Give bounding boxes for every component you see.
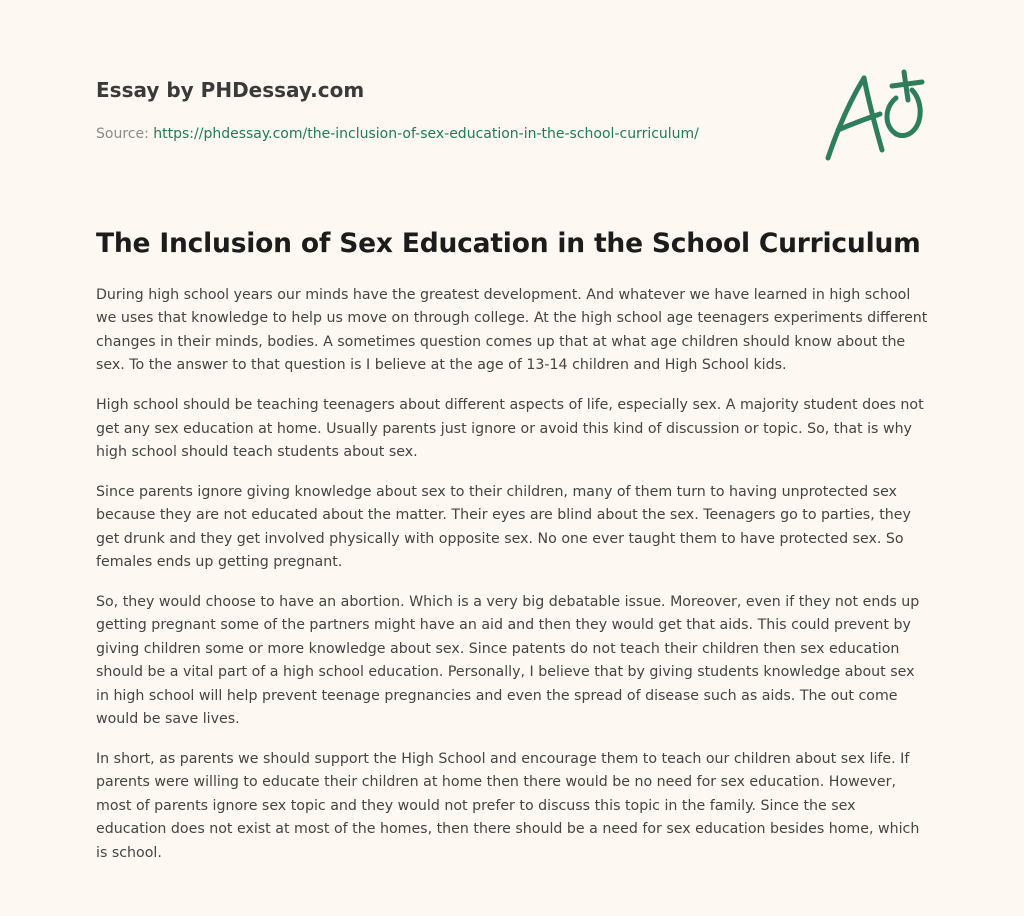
essay-paragraph: So, they would choose to have an abortion. Which is a very big debatable issue. Moreover, even if they not ends up getting pregnant some of the partners might have an aid and then they would get that aids. This could prevent by giving children some or more knowledge about sex. Since patents do not teach their children then sex education should be a vital part of a high school education. Personally, I believe that by giving students knowledge about sex in high school will help prevent teenage pregnancies and even the spread of disease such as aids. The out come would be save lives. [96, 593, 920, 727]
essay-paragraph: Since parents ignore giving knowledge about sex to their children, many of them turn to having unprotected sex because they are not educated about the matter. Their eyes are blind about the sex. Teenagers go to parties, they get drunk and they get involved physically with opposite sex. No one ever taught them to have protected sex. So females ends up getting pregnant. [96, 483, 911, 571]
a-plus-logo-icon [818, 64, 930, 168]
source-label: Source: [96, 126, 149, 142]
essay-paragraph: In short, as parents we should support the High School and encourage them to teach our children about sex life. If parents were willing to educate their children at home then there would be no need for sex education. However, most of parents ignore sex topic and they would not prefer to discuss this topic in the family. Since the sex education does not exist at most of the homes, then there should be a need for sex education besides home, which is school. [96, 750, 920, 861]
essay-paragraph: High school should be teaching teenagers about different aspects of life, especially sex. A majority student does not get any sex education at home. Usually parents just ignore or avoid this kind of discussion or topic. So, that is why high school should teach students about sex. [96, 397, 924, 460]
source-line [96, 124, 796, 144]
brand-title: Essay by PHDessay.com [96, 78, 365, 102]
essay-content [96, 224, 928, 881]
essay-title: The Inclusion of Sex Education in the School Curriculum [96, 228, 921, 259]
page-header [96, 76, 796, 144]
essay-paragraph: During high school years our minds have the greatest development. And whatever we have learned in high school we uses that knowledge to help us move on through college. At the high school age teenagers experiments different changes in their minds, bodies. A sometimes question comes up that at what age children should know about the sex. To the answer to that question is I believe at the age of 13-14 children and High School kids. [96, 287, 928, 374]
source-link[interactable]: https://phdessay.com/the-inclusion-of-sex-education-in-the-school-curriculum/ [153, 126, 699, 142]
